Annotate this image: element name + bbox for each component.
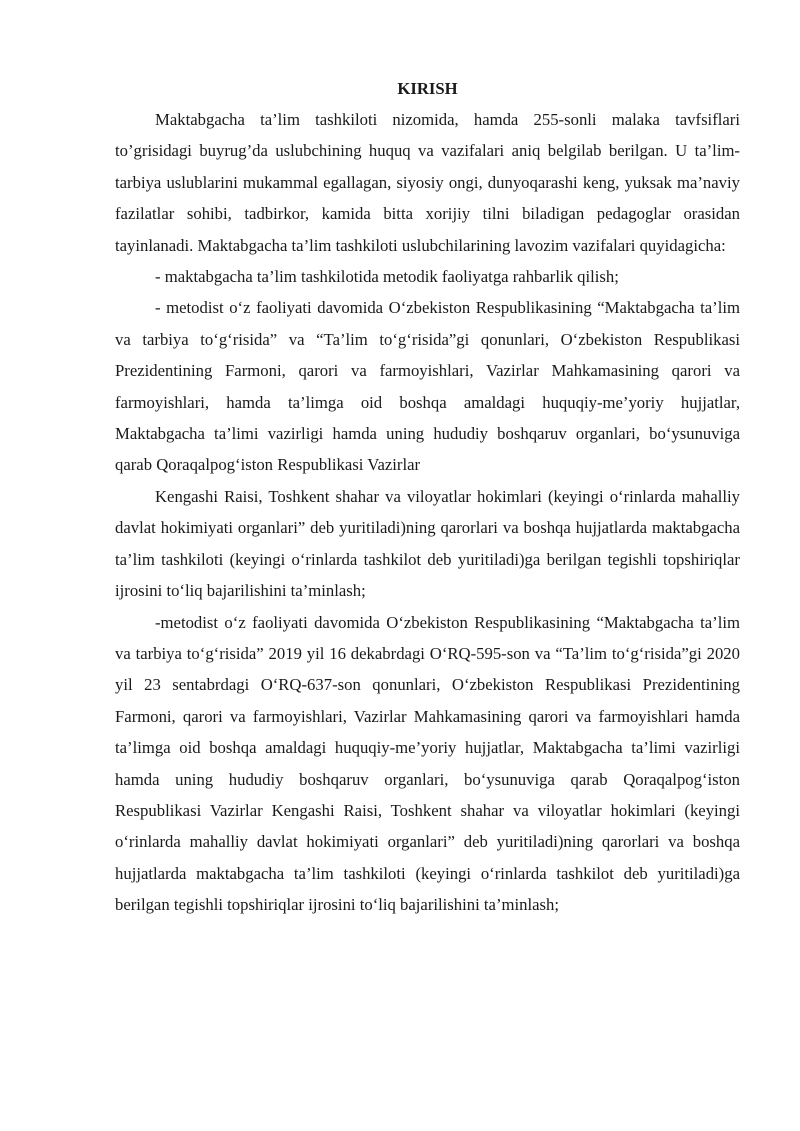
paragraph-item-3: -metodist o‘z faoliyati davomida O‘zbekiston Respublikasining “Maktabgacha ta’lim va tarbiya to‘g‘risida” 2019 yil 16 dekabrdagi O‘RQ-595-son va “Ta’lim to‘g‘risida”gi 2020 yil 23 sentabrdagi O‘RQ-637-son qonunlari, O‘zbekiston Respublikasi Prezidentining Farmoni, qarori va farmoyishlari, Vazirlar Mahkamasining qarori va farmoyishlari hamda ta’limga oid boshqa amaldagi huquqiy-me’yoriy hujjatlar, Maktabgacha ta’limi vazirligi hamda uning hududiy boshqaruv organlari, bo‘ysunuviga qarab Qoraqalpog‘iston Respublikasi Vazirlar Kengashi Raisi, Toshkent shahar va viloyatlar hokimlari (keyingi o‘rinlarda mahalliy davlat hokimiyati organlari” deb yuritiladi)ning qarorlari va boshqa hujjatlarda maktabgacha ta’lim tashkiloti (keyingi o‘rinlarda tashkilot deb yuritiladi)ga berilgan tegishli topshiriqlar ijrosini to‘liq bajarilishini ta’minlash; (115, 612, 740, 915)
paragraph-item-2-continued: Kengashi Raisi, Toshkent shahar va viloyatlar hokimlari (keyingi o‘rinlarda mahalliy davlat hokimiyati organlari” deb yuritiladi)ning qarorlari va boshqa hujjatlarda maktabgacha ta’lim tashkiloti (keyingi o‘rinlarda tashkilot deb yuritiladi)ga berilgan tegishli topshiriqlar ijrosini to‘liq bajarilishini ta’minlash; (115, 486, 740, 601)
paragraph-item-1: - maktabgacha ta’lim tashkilotida metodik faoliyatga rahbarlik qilish; (155, 267, 619, 287)
paragraph-intro: Maktabgacha ta’lim tashkiloti nizomida, hamda 255-sonli malaka tavfsiflari to’grisidagi buyrug’da uslubchining huquq va vazifalari aniq belgilab berilgan. U ta’lim-tarbiya uslublarini mukammal egallagan, siyosiy ongi, dunyoqarashi keng, yuksak ma’naviy fazilatlar sohibi, tadbirkor, kamida bitta xorijiy tilni biladigan pedagoglar orasidan tayinlanadi. Maktabgacha ta’lim tashkiloti uslubchilarining lavozim vazifalari quyidagicha: (115, 110, 740, 255)
paragraph-item-2: - metodist o‘z faoliyati davomida O‘zbekiston Respublikasining “Maktabgacha ta’lim va tarbiya to‘g‘risida” va “Ta’lim to‘g‘risida”gi qonunlari, O‘zbekiston Respublikasi Prezidentining Farmoni, qarori va farmoyishlari, Vazirlar Mahkamasining qarori va farmoyishlari, hamda ta’limga oid boshqa amaldagi huquqiy-me’yoriy hujjatlar, Maktabgacha ta’limi vazirligi hamda uning hududiy boshqaruv organlari, bo‘ysunuviga qarab Qoraqalpog‘iston Respublikasi Vazirlar (115, 298, 740, 475)
page-title: KIRISH (397, 79, 458, 98)
document-body (115, 76, 740, 921)
